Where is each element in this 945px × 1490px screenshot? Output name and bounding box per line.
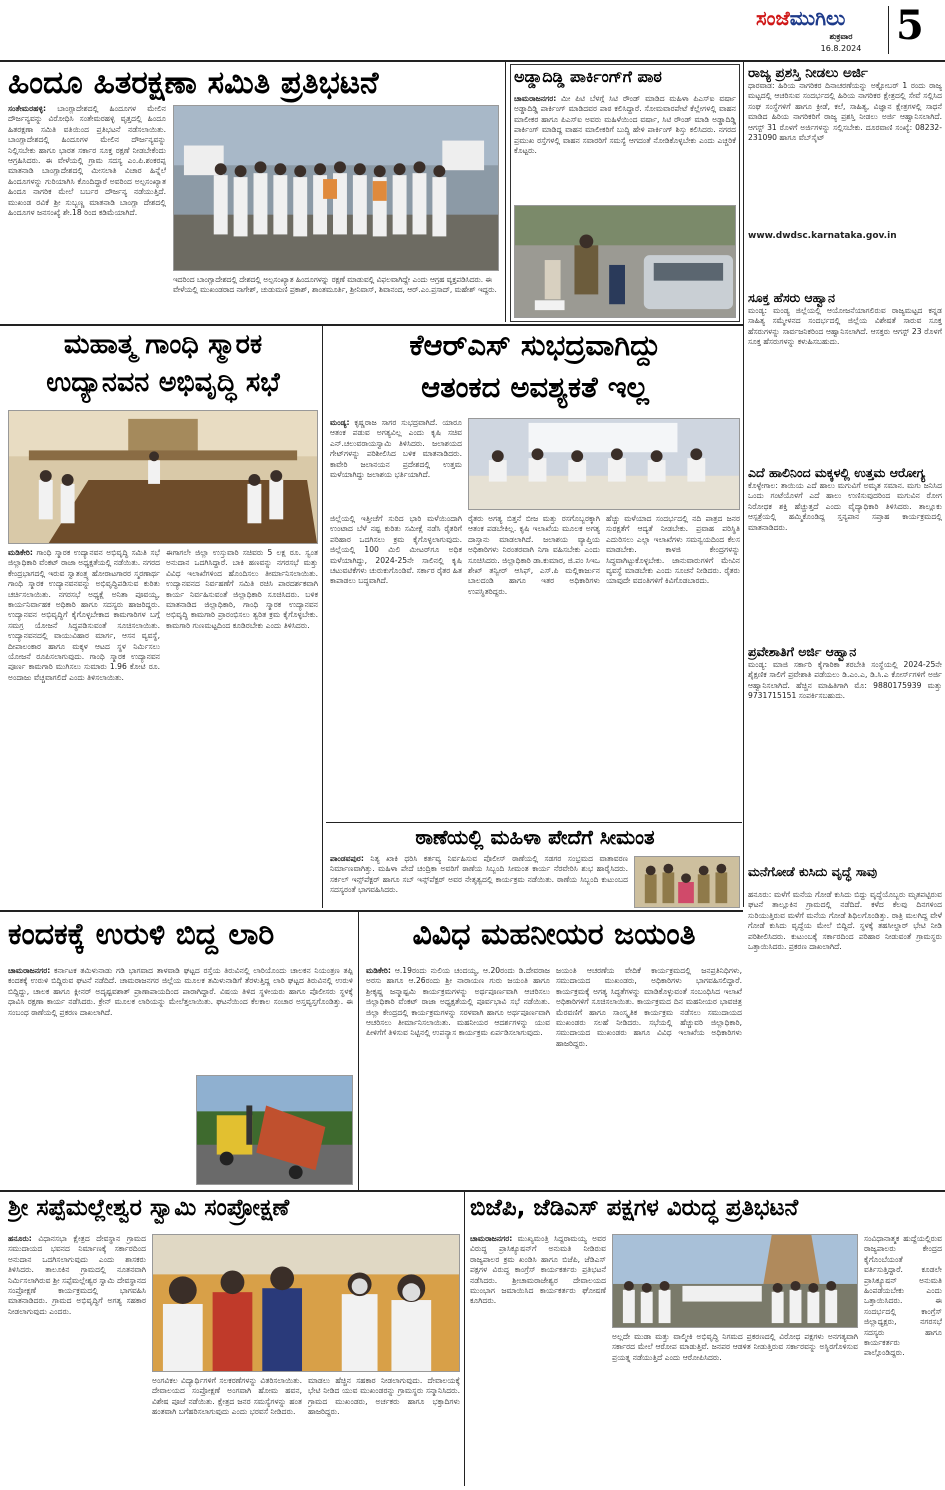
story5-body-text: ನಿತ್ಯ ಖಾಕಿ ಧರಿಸಿ ಕರ್ತವ್ಯ ನಿರ್ವಹಿಸುವ ಪೊಲೀಸ್ ಠಾಣೆಯಲ್ಲಿ ಸಡಗರ ಸಂಭ್ರಮದ ವಾತಾವರಣ ನಿರ್ಮಾಣವಾಗಿತ್ತು. ಮಹಿಳಾ ಪೇದೆ ಚಂದ್ರಿಕಾ ಅವರಿಗೆ ಠಾಣೆಯ ಸಿಬ್ಬಂದಿ ಸೀಮಂತ ಕಾರ್ಯ ನೆರವೇರಿಸಿ ಶುಭ ಹಾರೈಸಿದರು. ಸರ್ಕಲ್ ಇನ್ಸ್‌ಪೆಕ್ಟರ್ ಹಾಗೂ ಸಬ್ ಇನ್ಸ್‌ಪೆಕ್ಟರ್ ಅವರ ನೇತೃತ್ವದಲ್ಲಿ ಕಾರ್ಯಕ್ರಮ ನಡೆಯಿತು. ಠಾಣೆಯ ಸಿಬ್ಬಂದಿ ಕುಟುಂಬದ ಸದಸ್ಯರಂತೆ ಭಾಗವಹಿಸಿದರು. <box>330 854 628 895</box>
story4-dateline: ಮಂಡ್ಯ: <box>330 418 350 427</box>
sidebar-heading-4: ಪ್ರವೇಶಾತಿಗೆ ಅರ್ಜಿ ಆಹ್ವಾನ <box>748 644 857 659</box>
story9-body-text-1: ಮುಖ್ಯಮಂತ್ರಿ ಸಿದ್ದರಾಮಯ್ಯ ಅವರ ವಿರುದ್ಧ ಪ್ರಾಸಿಕ್ಯೂಷನ್‌ಗೆ ಅನುಮತಿ ನೀಡಿರುವ ರಾಜ್ಯಪಾಲರ ಕ್ರಮ ಖಂಡಿಸಿ ಹಾಗೂ ಬಿಜೆಪಿ, ಜೆಡಿಎಸ್ ಪಕ್ಷಗಳ ವಿರುದ್ಧ ಕಾಂಗ್ರೆಸ್ ಕಾರ್ಯಕರ್ತರು ಪ್ರತಿಭಟನೆ ನಡೆಸಿದರು. ಶ್ರೀಚಾಮರಾಜೇಶ್ವರ ದೇವಾಲಯದ ಮುಂಭಾಗ ಜಮಾಯಿಸಿದ ಕಾರ್ಯಕರ್ತರು ಘೋಷಣೆ ಕೂಗಿದರು. <box>470 1234 606 1306</box>
story3-photo <box>8 410 318 544</box>
story8-headline: ಶ್ರೀ ಸಪ್ಪೆಮಲ್ಲೇಶ್ವರ ಸ್ವಾಮಿ ಸಂಪ್ರೋಕ್ಷಣೆ <box>8 1196 290 1221</box>
logo-text-red: ಸಂಜೆ <box>756 6 790 30</box>
sidebar-text-4: ಮಂಡ್ಯ: ಮಾಜಿ ಸರ್ಕಾರಿ ಕೈಗಾರಿಕಾ ತರಬೇತಿ ಸಂಸ್ಥೆಯಲ್ಲಿ 2024-25ನೇ ಶೈಕ್ಷಣಿಕ ಸಾಲಿಗೆ ಪ್ರವೇಶಾತಿ ಪಡೆಯಲು ಡಿ.ಎಂ.ಎ, ಡಿ.ಸಿ.ಎ ಕೋರ್ಸ್‌ಗಳಿಗೆ ಅರ್ಜಿ ಆಹ್ವಾನಿಸಲಾಗಿದೆ. ಹೆಚ್ಚಿನ ಮಾಹಿತಿಗಾಗಿ ಮೊ: 9880175939 ಮತ್ತು 9731715151 ಸಂಪರ್ಕಿಸಬಹುದು. <box>748 660 942 701</box>
sidebar-text-1: ಧಾರವಾಡ: ಹಿರಿಯ ನಾಗರಿಕರ ದಿನಾಚರಣೆಯನ್ನು ಅಕ್ಟೋಬರ್ 1 ರಂದು ರಾಜ್ಯ ಮಟ್ಟದಲ್ಲಿ ಆಚರಿಸುವ ಸಂದರ್ಭದಲ್ಲಿ ಹಿರಿಯ ನಾಗರಿಕರ ಕ್ಷೇತ್ರದಲ್ಲಿ ಸೇವೆ ಸಲ್ಲಿಸಿದ ಸಂಘ ಸಂಸ್ಥೆಗಳಿಗೆ ಹಾಗೂ ಕ್ರೀಡೆ, ಕಲೆ, ಸಾಹಿತ್ಯ, ವಿಜ್ಞಾನ ಕ್ಷೇತ್ರಗಳಲ್ಲಿ ಸಾಧನೆ ಮಾಡಿದ ಹಿರಿಯ ನಾಗರಿಕರಿಗೆ ರಾಜ್ಯ ಪ್ರಶಸ್ತಿ ನೀಡಲು ಅರ್ಜಿ ಆಹ್ವಾನಿಸಲಾಗಿದೆ. ಆಗಸ್ಟ್ 31 ರೊಳಗೆ ಅರ್ಜಿಗಳನ್ನು ಸಲ್ಲಿಸಬೇಕು. ದೂರವಾಣಿ ಸಂಖ್ಯೆ: 08232-231090 ಹಾಗೂ ವೆಬ್‌ಸೈಟ್ <box>748 81 942 143</box>
sidebar-text-5: ಹನೂರು: ಮಳೆಗೆ ಮನೆಯ ಗೋಡೆ ಕುಸಿದು ಬಿದ್ದು ವೃದ್ಧೆಯೊಬ್ಬರು ಮೃತಪಟ್ಟಿರುವ ಘಟನೆ ತಾಲ್ಲೂಕಿನ ಗ್ರಾಮದಲ್ಲಿ ನಡೆದಿದೆ. ಕಳೆದ ಕೆಲವು ದಿನಗಳಿಂದ ಸುರಿಯುತ್ತಿರುವ ಮಳೆಗೆ ಮನೆಯ ಗೋಡೆ ಶಿಥಿಲಗೊಂಡಿತ್ತು. ರಾತ್ರಿ ಮಲಗಿದ್ದ ವೇಳೆ ಗೋಡೆ ಕುಸಿದು ವೃದ್ಧೆಯ ಮೇಲೆ ಬಿದ್ದಿದೆ. ಸ್ಥಳಕ್ಕೆ ತಹಸೀಲ್ದಾರ್ ಭೇಟಿ ನೀಡಿ ಪರಿಶೀಲಿಸಿದರು. ಕುಟುಂಬಕ್ಕೆ ಸರ್ಕಾರದಿಂದ ಪರಿಹಾರ ನೀಡುವಂತೆ ಗ್ರಾಮಸ್ಥರು ಒತ್ತಾಯಿಸಿದರು. ಪ್ರಕರಣ ದಾಖಲಾಗಿದೆ. <box>748 890 942 952</box>
story4-headline-line2: ಆತಂಕದ ಅವಶ್ಯಕತೆ ಇಲ್ಲ <box>421 372 649 404</box>
story6-photo <box>196 1075 353 1185</box>
story6-body-top <box>8 966 353 1072</box>
story1-caption: ಇದರಿಂದ ಬಾಂಗ್ಲಾದೇಶದಲ್ಲಿ ದೇಶದಲ್ಲಿ ಅಲ್ಪಸಂಖ್ಯಾತ ಹಿಂದೂಗಳನ್ನು ರಕ್ಷಣೆ ಮಾಡುವಲ್ಲಿ ವಿಫಲವಾಗಿದ್ದೇ ಎಂದು ಆಗ್ರಹ ವ್ಯಕ್ತಪಡಿಸಿದರು. ಈ ವೇಳೆಯಲ್ಲಿ ಮುಖಂಡರಾದ ನಾಗೇಶ್, ಚುಡುಮಣಿ ಪ್ರಕಾಶ್, ಶಾಂತಮೂರ್ತಿ, ಶ್ರೀನಿವಾಸ್, ಶಿವಾನಂದ, ಆರ್.ಎಂ.ಪ್ರಸಾದ್, ಮಹೇಶ್ ಇದ್ದರು. <box>173 275 497 294</box>
story3-body-col1 <box>8 548 160 900</box>
divider-story3-story4 <box>322 326 323 908</box>
story6-headline: ಕಂದಕಕ್ಕೆ ಉರುಳಿ ಬಿದ್ದ ಲಾರಿ <box>8 918 275 952</box>
story2-photo <box>514 205 736 318</box>
story2-body-text: ಮೀ ಪಿಟಿ ಬೆಳಗ್ಗೆ ಸಿಟಿ ರೌಂಡ್ ಮಾಡಿದ ಮಹಿಳಾ ಪಿಎಸ್‌ಐ ವರ್ಷಾ ಅಡ್ಡಾದಿಡ್ಡಿ ಪಾರ್ಕಿಂಗ್ ಮಾಡಿದವರ ಪಾಠ ಕಲಿಸಿದ್ದಾರೆ. ಸೋಮವಾರಪೇಟೆ ಕೆಲ್ಲೇಗಳಲ್ಲಿ ವಾಹನ ಮಾಲೀಕರ ಹಾಗೂ ಪಿಎಸ್‌ಐ ಅವರು ಮಹಿಳೆಯಿಂದ ವರ್ಷಾ, ಸಿಟಿ ರೌಂಡ್ ಮಾಡಿ ಅಡ್ಡಾದಿಡ್ಡಿ ಪಾರ್ಕಿಂಗ್ ಮಾಡಿದ್ದ ವಾಹನ ಮಾಲೀಕರಿಗೆ ಬುದ್ಧಿ ಹೇಳಿ ಪಾರ್ಕಿಂಗ್ ಶಿಸ್ತು ಕಲಿಸಿದರು. ನಗರದ ಪ್ರಮುಖ ರಸ್ತೆಗಳಲ್ಲಿ ವಾಹನ ಸವಾರರಿಗೆ ಸಮಸ್ಯೆ ಆಗದಂತೆ ನೋಡಿಕೊಳ್ಳಬೇಕು ಎಂದು ಎಚ್ಚರಿಕೆ ಕೊಟ್ಟರು. <box>514 94 736 156</box>
sidebar-text-2: ಮಂಡ್ಯ: ಮಂಡ್ಯ ಜಿಲ್ಲೆಯಲ್ಲಿ ಆಯೋಜನೆಯಾಗಲಿರುವ ರಾಜ್ಯಮಟ್ಟದ ಕನ್ನಡ ಸಾಹಿತ್ಯ ಸಮ್ಮೇಳನದ ಸಂದರ್ಭದಲ್ಲಿ ಜಿಲ್ಲೆಯ ವಿಶೇಷತೆ ಸಾರುವ ಸೂಕ್ತ ಹೆಸರುಗಳನ್ನು ಸಾರ್ವಜನಿಕರಿಂದ ಆಹ್ವಾನಿಸಲಾಗಿದೆ. ಆಸಕ್ತರು ಆಗಸ್ಟ್ 23 ರೊಳಗೆ ಸೂಕ್ತ ಹೆಸರುಗಳನ್ನು ಕಳುಹಿಸಬಹುದು. <box>748 306 942 347</box>
masthead-date: 16.8.2024 <box>820 44 862 53</box>
sidebar-text-1-cont <box>748 243 942 287</box>
story8-dateline: ಹನೂರು: <box>8 1234 32 1243</box>
sidebar-divider <box>743 62 744 907</box>
story9-headline: ಬಿಜೆಪಿ, ಜೆಡಿಎಸ್ ಪಕ್ಷಗಳ ವಿರುದ್ಧ ಪ್ರತಿಭಟನೆ <box>470 1196 799 1221</box>
story3-dateline: ಮಡಿಕೇರಿ: <box>8 548 33 557</box>
story6-body-cont <box>8 1075 190 1185</box>
sidebar-text-3: ಕೊಳ್ಳೇಗಾಲ: ತಾಯಿಯ ಎದೆ ಹಾಲು ಮಗುವಿಗೆ ಅಮೃತ ಸಮಾನ. ಮಗು ಜನಿಸಿದ ಒಂದು ಗಂಟೆಯೊಳಗೆ ಎದೆ ಹಾಲು ಉಣಿಸುವುದರಿಂದ ಮಗುವಿನ ರೋಗ ನಿರೋಧಕ ಶಕ್ತಿ ಹೆಚ್ಚುತ್ತದೆ ಎಂದು ವೈದ್ಯಾಧಿಕಾರಿ ತಿಳಿಸಿದರು. ತಾಲ್ಲೂಕು ಆಸ್ಪತ್ರೆಯಲ್ಲಿ ಹಮ್ಮಿಕೊಂಡಿದ್ದ ಸ್ತನ್ಯಪಾನ ಸಪ್ತಾಹ ಕಾರ್ಯಕ್ರಮದಲ್ಲಿ ಮಾತನಾಡಿದರು. <box>748 481 942 532</box>
story5-headline: ಠಾಣೆಯಲ್ಲಿ ಮಹಿಳಾ ಪೇದೆಗೆ ಸೀಮಂತ <box>415 826 655 849</box>
divider-story6-story7 <box>358 912 359 1190</box>
story1-body <box>8 104 166 320</box>
story3-body-text-1: ಗಾಂಧಿ ಸ್ಮಾರಕ ಉದ್ಯಾನವನ ಅಭಿವೃದ್ಧಿ ಸಮಿತಿ ಸಭೆ ಜಿಲ್ಲಾಧಿಕಾರಿ ವೆಂಕಟ್ ರಾಜಾ ಅಧ್ಯಕ್ಷತೆಯಲ್ಲಿ ನಡೆಯಿತು. ನಗರದ ಕೇಂದ್ರಭಾಗದಲ್ಲಿ ಇರುವ ಸ್ವಾತಂತ್ರ್ಯ ಹೋರಾಟಗಾರರ ಸ್ಮರಣಾರ್ಥ ಗಾಂಧಿ ಸ್ಮಾರಕ ಉದ್ಯಾನವನವನ್ನು ಅಭಿವೃದ್ಧಿಪಡಿಸುವ ಕುರಿತು ಚರ್ಚಿಸಲಾಯಿತು. ನಗರಸಭೆ ಅಧ್ಯಕ್ಷೆ ಅನಿತಾ ಪೂವಯ್ಯ, ಕಾರ್ಯನಿರ್ವಾಹಕ ಅಧಿಕಾರಿ ಹಾಗೂ ಸದಸ್ಯರು ಹಾಜರಿದ್ದರು. ಉದ್ಯಾನವನ ಅಭಿವೃದ್ಧಿಗೆ ಕೈಗೊಳ್ಳಬೇಕಾದ ಕಾಮಗಾರಿಗಳ ಬಗ್ಗೆ ಸಮಗ್ರ ಯೋಜನೆ ಸಿದ್ಧಪಡಿಸುವಂತೆ ಸೂಚಿಸಲಾಯಿತು. ಉದ್ಯಾನವನದಲ್ಲಿ ವಾಯುವಿಹಾರ ಮಾರ್ಗ, ಆಸನ ವ್ಯವಸ್ಥೆ, ದೀಪಾಲಂಕಾರ ಹಾಗೂ ಮಕ್ಕಳ ಆಟದ ಸ್ಥಳ ನಿರ್ಮಿಸಲು ಯೋಜನೆ ರೂಪಿಸಲಾಗುವುದು. ಗಾಂಧಿ ಸ್ಮಾರಕ ಉದ್ಯಾನವನ ಪೂರ್ಣ ಕಾಮಗಾರಿ ಮುಗಿಸಲು ಸುಮಾರು 1.96 ಕೋಟಿ ರೂ. ಅಂದಾಜು ವೆಚ್ಚವಾಗಲಿದೆ ಎಂದು ತಿಳಿಸಲಾಯಿತು. <box>8 548 160 682</box>
story1-photo <box>173 105 499 271</box>
logo-text-blue: ಮುಗಿಲು <box>789 6 846 30</box>
story9-body-col2: ಅಲ್ಲದೇ ಮುಡಾ ಮತ್ತು ವಾಲ್ಮೀಕಿ ಅಭಿವೃದ್ಧಿ ನಿಗಮದ ಪ್ರಕರಣದಲ್ಲಿ ವಿರೋಧ ಪಕ್ಷಗಳು ಅನಗತ್ಯವಾಗಿ ಸರ್ಕಾರದ ಮೇಲೆ ಆರೋಪ ಮಾಡುತ್ತಿವೆ. ಜನಪರ ಆಡಳಿತ ನೀಡುತ್ತಿರುವ ಸರ್ಕಾರವನ್ನು ಅಸ್ಥಿರಗೊಳಿಸುವ ಪ್ರಯತ್ನ ನಡೆಯುತ್ತಿದೆ ಎಂದು ಆರೋಪಿಸಿದರು. <box>612 1332 858 1362</box>
story7-body-text-1: ಆ.19ರಂದು ನುಲಿಯ ಚಂದಯ್ಯ, ಆ.20ರಂದು ಡಿ.ದೇವರಾಜ ಅರಸು ಹಾಗೂ ಆ.26ರಂದು ಶ್ರೀ ನಾರಾಯಣ ಗುರು ಜಯಂತಿ ಹಾಗೂ ಶ್ರೀಕೃಷ್ಣ ಜನ್ಮಾಷ್ಟಮಿ ಕಾರ್ಯಕ್ರಮಗಳನ್ನು ಅರ್ಥಪೂರ್ಣವಾಗಿ ಆಚರಿಸಲು ಜಿಲ್ಲಾಧಿಕಾರಿ ವೆಂಕಟ್ ರಾಜಾ ಅಧ್ಯಕ್ಷತೆಯಲ್ಲಿ ಪೂರ್ವಭಾವಿ ಸಭೆ ನಡೆಯಿತು. ಜಿಲ್ಲಾ ಕೇಂದ್ರದಲ್ಲಿ ಕಾರ್ಯಕ್ರಮಗಳನ್ನು ಸರಳವಾಗಿ ಹಾಗೂ ಅರ್ಥಪೂರ್ಣವಾಗಿ ಆಚರಿಸಲು ತೀರ್ಮಾನಿಸಲಾಯಿತು. ಮಹನೀಯರ ಆದರ್ಶಗಳನ್ನು ಯುವ ಪೀಳಿಗೆಗೆ ತಿಳಿಸುವ ನಿಟ್ಟಿನಲ್ಲಿ ಉಪನ್ಯಾಸ ಕಾರ್ಯಕ್ರಮ ಏರ್ಪಡಿಸಲಾಗುವುದು. <box>366 966 550 1038</box>
story5-photo <box>634 856 740 908</box>
rule-above-story5 <box>326 822 742 823</box>
story4-body-col1: ಜಿಲ್ಲೆಯಲ್ಲಿ ಇತ್ತೀಚೆಗೆ ಸುರಿದ ಭಾರಿ ಮಳೆಯಿಂದಾಗಿ ಉಂಟಾದ ಬೆಳೆ ನಷ್ಟ ಕುರಿತು ಸಮೀಕ್ಷೆ ನಡೆಸಿ ರೈತರಿಗೆ ಪರಿಹಾರ ಒದಗಿಸಲು ಕ್ರಮ ಕೈಗೊಳ್ಳಲಾಗುವುದು. ಜಿಲ್ಲೆಯಲ್ಲಿ 100 ಮಿಲಿ ಮೀಟರ್‌ಗೂ ಅಧಿಕ ಮಳೆಯಾಗಿದ್ದು, 2024-25ನೇ ಸಾಲಿನಲ್ಲಿ ಕೃಷಿ ಚಟುವಟಿಕೆಗಳು ಚುರುಕುಗೊಂಡಿವೆ. ಸರ್ಕಾರ ರೈತರ ಹಿತ ಕಾಪಾಡಲು ಬದ್ಧವಾಗಿದೆ. <box>330 514 462 586</box>
story2-dateline: ಚಾಮರಾಜನಗರ: <box>514 94 557 103</box>
masthead-divider <box>888 6 889 54</box>
story3-headline-line2: ಉದ್ಯಾನವನ ಅಭಿವೃದ್ಧಿ ಸಭೆ <box>46 368 280 398</box>
story4-headline-line1: ಕೆಆರ್‌ಎಸ್ ಸುಭದ್ರವಾಗಿದ್ದು <box>409 330 661 362</box>
story5-body <box>330 854 628 908</box>
story7-body-col1 <box>366 966 550 1188</box>
sidebar-heading-3: ಎದೆ ಹಾಲಿನಿಂದ ಮಕ್ಕಳಲ್ಲಿ ಉತ್ತಮ ಆರೋಗ್ಯ <box>748 465 926 480</box>
story1-body-text: ಬಾಂಗ್ಲಾದೇಶದಲ್ಲಿ ಹಿಂದೂಗಳ ಮೇಲಿನ ದೌರ್ಜನ್ಯವನ್ನು ವಿರೋಧಿಸಿ ಸಂತೇಮರಹಳ್ಳಿ ವೃತ್ತದಲ್ಲಿ ಹಿಂದೂ ಹಿತರಕ್ಷಣಾ ಸಮಿತಿ ವತಿಯಿಂದ ಪ್ರತಿಭಟನೆ ನಡೆಸಲಾಯಿತು. ಬಾಂಗ್ಲಾದೇಶದಲ್ಲಿ ಹಿಂದೂಗಳ ಮೇಲಿನ ದೌರ್ಜನ್ಯವನ್ನು ನಿಲ್ಲಿಸಬೇಕು ಹಾಗೂ ಭಾರತ ಸರ್ಕಾರ ಸೂಕ್ತ ರಕ್ಷಣೆ ನೀಡಬೇಕೆಂದು ಆಗ್ರಹಿಸಿದರು. ಈ ವೇಳೆಯಲ್ಲಿ ಗ್ರಾಮ ಸದಸ್ಯ ಎಂ.ಪಿ.ಶಂಕರಪ್ಪ ಮಾತನಾಡಿ ಬಾಂಗ್ಲಾದೇಶದಲ್ಲಿ ಮೀಸಲಾತಿ ವಿಚಾರ ಹಿನ್ನೆಲೆ ಹಿಂದೂಗಳನ್ನು ಗುರಿಯಾಗಿಸಿ ಕೊಂದಿದ್ದಾರೆ ಅವರಿಂದ ಅಲ್ಪಸಂಖ್ಯಾತ ಹಿಂದೂ ನಾಗರಿಕ ಮೇಲೆ ಬರ್ಬರ ದೌರ್ಜನ್ಯ ನಡೆಯುತ್ತಿದೆ. ಮುಖಂಡ ರವಿಕೆ ಶ್ರೀ ಸುಬ್ಬಣ್ಣ ಮಾತನಾಡಿ ಬಾಂಗ್ಲಾ ದೇಶದಲ್ಲಿ ಹಿಂದೂಗಳ ಜನಸಂಖ್ಯೆ ಶೇ.18 ರಿಂದ ಕಡಿಮೆಯಾಗಿದೆ. <box>8 104 166 218</box>
story9-photo <box>612 1234 858 1328</box>
story7-dateline: ಮಡಿಕೇರಿ: <box>366 966 391 975</box>
sidebar-heading-5: ಮನೆಗೋಡೆ ಕುಸಿದು ವೃದ್ಧೆ ಸಾವು <box>748 864 878 879</box>
story8-body-col2: ಅಂಗವಿಕಲ ವಿದ್ಯಾರ್ಥಿಗಳಿಗೆ ಸಲಕರಣೆಗಳನ್ನು ವಿತರಿಸಲಾಯಿತು. ದೇವಾಲಯದ ಸಂಪ್ರೋಕ್ಷಣೆ ಅಂಗವಾಗಿ ಹೋಮ ಹವನ, ವಿಶೇಷ ಪೂಜೆ ನಡೆಯಿತು. ಕ್ಷೇತ್ರದ ಜನರ ಸಮಸ್ಯೆಗಳನ್ನು ಹಂತ ಹಂತವಾಗಿ ಬಗೆಹರಿಸಲಾಗುವುದು ಎಂದು ಭರವಸೆ ನೀಡಿದರು. <box>152 1376 302 1417</box>
story1-headline: ಹಿಂದೂ ಹಿತರಕ್ಷಣಾ ಸಮಿತಿ ಪ್ರತಿಭಟನೆ <box>8 66 379 101</box>
story6-dateline: ಚಾಮರಾಜನಗರ: <box>8 966 51 975</box>
newspaper-logo <box>756 6 845 30</box>
masthead-day: ಶುಕ್ರವಾರ <box>829 32 853 41</box>
story8-body-col3: ಮಾಡಲು ಹೆಚ್ಚಿನ ಸಹಕಾರ ನೀಡಲಾಗುವುದು. ದೇವಾಲಯಕ್ಕೆ ಭೇಟಿ ನೀಡಿದ ಯುವ ಮುಖಂಡರನ್ನು ಗ್ರಾಮಸ್ಥರು ಸನ್ಮಾನಿಸಿದರು. ಗ್ರಾಮದ ಮುಖಂಡರು, ಅರ್ಚಕರು ಹಾಗೂ ಭಕ್ತಾದಿಗಳು ಹಾಜರಿದ್ದರು. <box>308 1376 460 1417</box>
rule-under-top-row <box>0 324 743 326</box>
story2-body <box>514 94 736 202</box>
story8-photo <box>152 1234 460 1372</box>
story6-body-text: ಕರ್ನಾಟಕ ತಮಿಳುನಾಡು ಗಡಿ ಭಾಗವಾದ ತಾಳವಾಡಿ ಘಟ್ಟದ ರಸ್ತೆಯ ತಿರುವಿನಲ್ಲಿ ಲಾರಿಯೊಂದು ಚಾಲಕನ ನಿಯಂತ್ರಣ ತಪ್ಪಿ ಕಂದಕಕ್ಕೆ ಉರುಳಿ ಬಿದ್ದಿರುವ ಘಟನೆ ನಡೆದಿದೆ. ಚಾಮರಾಜನಗರ ಜಿಲ್ಲೆಯ ಮೂಲಕ ತಮಿಳುನಾಡಿಗೆ ತೆರಳುತ್ತಿದ್ದ ಲಾರಿ ಘಟ್ಟದ ತಿರುವಿನಲ್ಲಿ ಉರುಳಿ ಬಿದ್ದಿದ್ದು, ಚಾಲಕ ಹಾಗೂ ಕ್ಲೀನರ್ ಅದೃಷ್ಟವಶಾತ್ ಪ್ರಾಣಾಪಾಯದಿಂದ ಪಾರಾಗಿದ್ದಾರೆ. ವಿಷಯ ತಿಳಿದ ಸ್ಥಳೀಯರು ಹಾಗೂ ಪೊಲೀಸರು ಸ್ಥಳಕ್ಕೆ ಧಾವಿಸಿ ರಕ್ಷಣಾ ಕಾರ್ಯ ನಡೆಸಿದರು. ಕ್ರೇನ್ ಮೂಲಕ ಲಾರಿಯನ್ನು ಮೇಲೆತ್ತಲಾಯಿತು. ಘಟನೆಯಿಂದ ಕೆಲಕಾಲ ಸಂಚಾರ ಅಸ್ತವ್ಯಸ್ತಗೊಂಡಿತ್ತು. ಈ ಸಂಬಂಧ ಠಾಣೆಯಲ್ಲಿ ಪ್ರಕರಣ ದಾಖಲಾಗಿದೆ. <box>8 966 353 1017</box>
story5-dateline: ಪಾಂಡವಪುರ: <box>330 854 364 863</box>
story9-body-col3: ಸಂವಿಧಾನಾತ್ಮಕ ಹುದ್ದೆಯಲ್ಲಿರುವ ರಾಜ್ಯಪಾಲರು ಕೇಂದ್ರದ ಕೈಗೊಂಬೆಯಂತೆ ವರ್ತಿಸುತ್ತಿದ್ದಾರೆ. ಕೂಡಲೇ ಪ್ರಾಸಿಕ್ಯೂಷನ್ ಅನುಮತಿ ಹಿಂಪಡೆಯಬೇಕು ಎಂದು ಒತ್ತಾಯಿಸಿದರು. ಈ ಸಂದರ್ಭದಲ್ಲಿ ಕಾಂಗ್ರೆಸ್ ಜಿಲ್ಲಾಧ್ಯಕ್ಷರು, ನಗರಸಭೆ ಸದಸ್ಯರು ಹಾಗೂ ಕಾರ್ಯಕರ್ತರು ಪಾಲ್ಗೊಂಡಿದ್ದರು. <box>864 1234 942 1358</box>
story4-body-top <box>330 418 462 510</box>
story2-headline: ಅಡ್ಡಾದಿಡ್ಡಿ ಪಾರ್ಕಿಂಗ್‌ಗೆ ಪಾಠ <box>514 68 662 86</box>
story4-body-col2: ರೈತರು ಅಗತ್ಯ ಬಿತ್ತನೆ ಬೀಜ ಮತ್ತು ರಸಗೊಬ್ಬರಕ್ಕಾಗಿ ಆತಂಕ ಪಡಬೇಕಿಲ್ಲ. ಕೃಷಿ ಇಲಾಖೆಯ ಮೂಲಕ ಅಗತ್ಯ ದಾಸ್ತಾನು ಮಾಡಲಾಗಿದೆ. ಜಲಾಶಯ ವ್ಯಾಪ್ತಿಯ ಅಧಿಕಾರಿಗಳು ನಿರಂತರವಾಗಿ ನಿಗಾ ವಹಿಸಬೇಕು ಎಂದು ಸೂಚಿಸಿದರು. ಜಿಲ್ಲಾಧಿಕಾರಿ ಡಾ.ಕುಮಾರ, ಜಿ.ಪಂ ಸಿಇಒ ಶೇಖ್ ತನ್ವೀರ್ ಆಸಿಫ್, ಎಸ್.ಪಿ ಮಲ್ಲಿಕಾರ್ಜುನ ಬಾಲದಂಡಿ ಹಾಗೂ ಇತರ ಅಧಿಕಾರಿಗಳು ಉಪಸ್ಥಿತರಿದ್ದರು. <box>468 514 600 596</box>
rule-under-row3 <box>0 1190 945 1192</box>
page-number: 5 <box>896 2 924 49</box>
rule-under-middle-row <box>0 910 743 912</box>
story8-body-text-1: ವಿಧಾನಸಭಾ ಕ್ಷೇತ್ರದ ದೇವಸ್ಥಾನ ಗ್ರಾಮದ ಸಮುದಾಯದ ಭವನದ ನಿರ್ಮಾಣಕ್ಕೆ ಸರ್ಕಾರದಿಂದ ಅನುದಾನ ಒದಗಿಸಲಾಗುವುದು ಎಂದು ಶಾಸಕರು ತಿಳಿಸಿದರು. ತಾಲೂಕಿನ ಗ್ರಾಮದಲ್ಲಿ ನೂತನವಾಗಿ ನಿರ್ಮಿಸಲಾಗಿರುವ ಶ್ರೀ ಸಪ್ಪೆಮಲ್ಲೇಶ್ವರ ಸ್ವಾಮಿ ದೇವಸ್ಥಾನದ ಸಂಪ್ರೋಕ್ಷಣೆ ಕಾರ್ಯಕ್ರಮದಲ್ಲಿ ಭಾಗವಹಿಸಿ ಮಾತನಾಡಿದರು. ಗ್ರಾಮದ ಅಭಿವೃದ್ಧಿಗೆ ಅಗತ್ಯ ಸಹಕಾರ ನೀಡಲಾಗುವುದು ಎಂದರು. <box>8 1234 146 1316</box>
story4-photo <box>468 418 740 510</box>
story8-body-col1 <box>8 1234 146 1484</box>
sidebar <box>748 62 942 908</box>
story4-body-top-text: ಕೃಷ್ಣರಾಜ ಸಾಗರ ಸುಭದ್ರವಾಗಿದೆ. ಯಾರೂ ಆತಂಕ ಪಡುವ ಅಗತ್ಯವಿಲ್ಲ ಎಂದು ಕೃಷಿ ಸಚಿವ ಎನ್.ಚಲುವರಾಯಸ್ವಾಮಿ ತಿಳಿಸಿದರು. ಜಲಾಶಯದ ಗೇಟ್‌ಗಳನ್ನು ಪರಿಶೀಲಿಸಿದ ಬಳಿಕ ಮಾತನಾಡಿದರು. ಕಾವೇರಿ ಜಲಾನಯನ ಪ್ರದೇಶದಲ್ಲಿ ಉತ್ತಮ ಮಳೆಯಾಗಿದ್ದು ಜಲಾಶಯ ಭರ್ತಿಯಾಗಿದೆ. <box>330 418 462 480</box>
divider-story1-story2 <box>505 62 506 322</box>
story9-body-col1 <box>470 1234 606 1484</box>
story9-dateline: ಚಾಮರಾಜನಗರ: <box>470 1234 513 1243</box>
story3-body-col2: ಈಗಾಗಲೇ ಜಿಲ್ಲಾ ಉಸ್ತುವಾರಿ ಸಚಿವರು 5 ಲಕ್ಷ ರೂ. ಸ್ವಂತ ಅನುದಾನ ಒದಗಿಸಿದ್ದಾರೆ. ಬಾಕಿ ಹಣವನ್ನು ನಗರಸಭೆ ಮತ್ತು ವಿವಿಧ ಇಲಾಖೆಗಳಿಂದ ಹೊಂದಿಸಲು ತೀರ್ಮಾನಿಸಲಾಯಿತು. ಉದ್ಯಾನವನದ ನಿರ್ವಹಣೆಗೆ ಸಮಿತಿ ರಚಿಸಿ ಪಾರದರ್ಶಕವಾಗಿ ಕಾರ್ಯ ನಿರ್ವಹಿಸುವಂತೆ ಜಿಲ್ಲಾಧಿಕಾರಿ ಸೂಚಿಸಿದರು. ಬಳಿಕ ಮಾತನಾಡಿದ ಜಿಲ್ಲಾಧಿಕಾರಿ, ಗಾಂಧಿ ಸ್ಮಾರಕ ಉದ್ಯಾನವನ ಅಭಿವೃದ್ಧಿ ಕಾಮಗಾರಿ ಪ್ರಾರಂಭಿಸಲು ತ್ವರಿತ ಕ್ರಮ ಕೈಗೊಳ್ಳಬೇಕು. ಕಾಮಗಾರಿ ಗುಣಮಟ್ಟದಿಂದ ಕೂಡಿರಬೇಕು ಎಂದು ತಿಳಿಸಿದರು. <box>166 548 318 630</box>
story7-headline: ವಿವಿಧ ಮಹನೀಯರ ಜಯಂತಿ <box>412 918 696 952</box>
story7-body-col2: ಜಯಂತಿ ಆಚರಣೆಯ ವೇದಿಕೆ ಕಾರ್ಯಕ್ರಮದಲ್ಲಿ ಜನಪ್ರತಿನಿಧಿಗಳು, ಸಮುದಾಯದ ಮುಖಂಡರು, ಅಧಿಕಾರಿಗಳು ಭಾಗವಹಿಸಲಿದ್ದಾರೆ. ಕಾರ್ಯಕ್ರಮಕ್ಕೆ ಅಗತ್ಯ ಸಿದ್ಧತೆಗಳನ್ನು ಮಾಡಿಕೊಳ್ಳುವಂತೆ ಸಂಬಂಧಿಸಿದ ಇಲಾಖೆ ಅಧಿಕಾರಿಗಳಿಗೆ ಸೂಚಿಸಲಾಯಿತು. ಕಾರ್ಯಕ್ರಮದ ದಿನ ಮಹನೀಯರ ಭಾವಚಿತ್ರ ಮೆರವಣಿಗೆ ಹಾಗೂ ಸಾಂಸ್ಕೃತಿಕ ಕಾರ್ಯಕ್ರಮ ನಡೆಸಲು ಸಮುದಾಯದ ಮುಖಂಡರು ಸಲಹೆ ನೀಡಿದರು. ಸಭೆಯಲ್ಲಿ ಹೆಚ್ಚುವರಿ ಜಿಲ್ಲಾಧಿಕಾರಿ, ಸಮುದಾಯದ ಮುಖಂಡರು ಹಾಗೂ ವಿವಿಧ ಇಲಾಖೆಯ ಅಧಿಕಾರಿಗಳು ಹಾಜರಿದ್ದರು. <box>556 966 742 1048</box>
sidebar-heading-1: ರಾಜ್ಯ ಪ್ರಶಸ್ತಿ ನೀಡಲು ಅರ್ಜಿ <box>748 65 868 81</box>
story1-dateline: ಸಂತೇಮರಹಳ್ಳಿ: <box>8 104 47 113</box>
story3-headline-line1: ಮಹಾತ್ಮ ಗಾಂಧಿ ಸ್ಮಾರಕ <box>63 330 263 360</box>
sidebar-website: www.dwdsc.karnataka.gov.in <box>748 231 897 241</box>
sidebar-heading-2: ಸೂಕ್ತ ಹೆಸರು ಆಹ್ವಾನ <box>748 290 835 305</box>
divider-story8-story9 <box>464 1192 465 1486</box>
story4-body-col3: ಹೆಚ್ಚು ಮಳೆಯಾದ ಸಂದರ್ಭದಲ್ಲಿ ನದಿ ಪಾತ್ರದ ಜನರ ಸುರಕ್ಷತೆಗೆ ಆದ್ಯತೆ ನೀಡಬೇಕು. ಪ್ರವಾಹ ಪರಿಸ್ಥಿತಿ ಎದುರಿಸಲು ಎಲ್ಲಾ ಇಲಾಖೆಗಳು ಸಮನ್ವಯದಿಂದ ಕೆಲಸ ಮಾಡಬೇಕು. ಕಾಳಜಿ ಕೇಂದ್ರಗಳನ್ನು ಸಿದ್ಧವಾಗಿಟ್ಟುಕೊಳ್ಳಬೇಕು. ಜಾನುವಾರುಗಳಿಗೆ ಮೇವಿನ ವ್ಯವಸ್ಥೆ ಮಾಡಬೇಕು ಎಂದು ಸೂಚನೆ ನೀಡಿದರು. ರೈತರು ಯಾವುದೇ ವದಂತಿಗಳಿಗೆ ಕಿವಿಗೊಡಬಾರದು. <box>606 514 740 586</box>
